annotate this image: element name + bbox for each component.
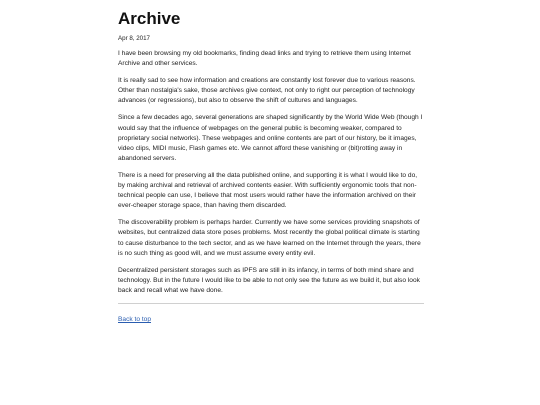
article-paragraph: Decentralized persistent storages such as IPFS are still in its infancy, in terms of both mind share and technology. But in the future I would like to be able to not only see the future as we build it, but also look back and recall what we have done. xyxy=(118,266,420,294)
article-paragraph: The discoverability problem is perhaps harder. Currently we have some services providing snapshots of websites, but centralized data store poses problems. Most recently the global political climate is starting to cause disturbance to the tech sector, and as we have learned on the Internet through the years, there is no such thing as good will, and we must assume every entity evil. xyxy=(118,219,421,257)
back-to-top-link[interactable]: Back to top xyxy=(118,315,151,323)
page-title: Archive xyxy=(118,9,181,28)
article-paragraph: There is a need for preserving all the data published online, and supporting it is what I would like to do, by making archival and retrieval of archived contents easier. With sufficiently ergonomic tools that non-technical people can use, I believe that most users would rather have the information archived on their ever-cheaper storage space, than having them discarded. xyxy=(118,171,418,210)
footer-divider xyxy=(118,303,424,304)
post-date: Apr 8, 2017 xyxy=(118,35,150,42)
article-container xyxy=(118,8,424,326)
article-paragraph: Since a few decades ago, several generations are shaped significantly by the World Wide Web (though I would say that the influence of webpages on the general public is becoming weaker, compared to proprietary social networks). These webpages and online contents are part of our history, be it images, video clips, MIDI music, Flash games etc. We cannot afford these vanishing or (bit)rotting away in abandoned servers. xyxy=(118,114,423,162)
article-paragraph: I have been browsing my old bookmarks, finding dead links and trying to retrieve them using Internet Archive and other services. xyxy=(118,50,411,68)
article-paragraph: It is really sad to see how information and creations are constantly lost forever due to various reasons. Other than nostalgia's sake, those archives give context, not only to right our perception of technology advances (or regressions), but also to observe the shift of cultures and languages. xyxy=(118,77,416,105)
